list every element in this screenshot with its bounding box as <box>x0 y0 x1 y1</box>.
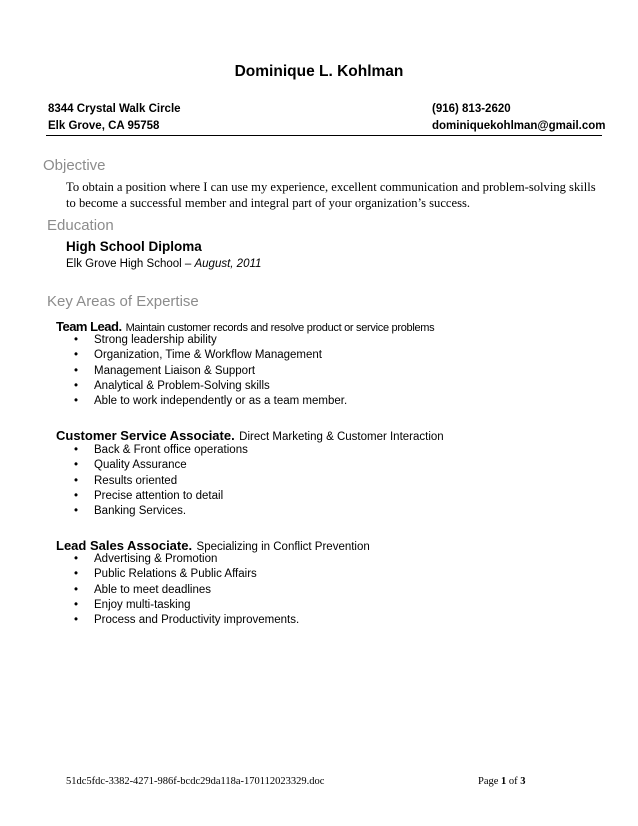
list-item-text: Banking Services. <box>94 505 187 518</box>
list-item <box>74 613 299 628</box>
list-item <box>74 379 347 394</box>
list-item <box>74 567 299 582</box>
list-item-text: Able to meet deadlines <box>94 583 211 596</box>
list-item-text: Analytical & Problem-Solving skills <box>94 379 270 392</box>
list-item <box>74 504 248 519</box>
role-description: Direct Marketing & Customer Interaction <box>239 431 444 443</box>
bullet-icon: • <box>74 379 79 392</box>
bullet-icon: • <box>74 489 79 502</box>
list-item <box>74 443 248 458</box>
list-item <box>74 394 347 409</box>
graduation-date: August, 2011 <box>194 258 262 270</box>
role-description: Specializing in Conflict Prevention <box>196 541 370 553</box>
email-address: dominiquekohlman@gmail.com <box>432 120 606 132</box>
role-skill-list <box>74 443 248 519</box>
bullet-icon: • <box>74 553 79 565</box>
list-item-text: Strong leadership ability <box>94 334 217 346</box>
footer-filename: 51dc5fdc-3382-4271-986f-bcdc29da118a-170112023329.doc <box>66 776 325 787</box>
list-item-text: Public Relations & Public Affairs <box>94 568 257 581</box>
role-skill-list <box>74 333 347 409</box>
bullet-icon: • <box>74 614 79 627</box>
bullet-icon: • <box>74 364 79 377</box>
resume-name: Dominique L. Kohlman <box>234 63 404 80</box>
role-skill-list <box>74 552 299 628</box>
page-total: 3 <box>520 776 526 787</box>
list-item-text: Quality Assurance <box>94 459 187 472</box>
list-item-text: Precise attention to detail <box>94 489 224 502</box>
page-of: of <box>506 776 521 787</box>
education-heading: Education <box>47 217 114 234</box>
footer-page-number <box>478 776 526 787</box>
list-item <box>74 489 248 504</box>
list-item <box>74 364 347 379</box>
list-item-text: Results oriented <box>94 474 178 487</box>
bullet-icon: • <box>74 395 79 408</box>
role-description: Maintain customer records and resolve product or service problems <box>125 322 435 334</box>
list-item <box>74 333 347 348</box>
list-item <box>74 458 248 473</box>
bullet-icon: • <box>74 349 79 362</box>
list-item-text: Back & Front office operations <box>94 444 248 456</box>
address-line-2: Elk Grove, CA 95758 <box>48 120 160 132</box>
list-item-text: Enjoy multi-tasking <box>94 598 191 611</box>
list-item <box>74 583 299 598</box>
bullet-icon: • <box>74 444 79 456</box>
contact-block <box>48 101 606 135</box>
page-current: 1 <box>501 776 507 787</box>
bullet-icon: • <box>74 459 79 472</box>
bullet-icon: • <box>74 598 79 611</box>
objective-heading: Objective <box>43 157 106 174</box>
bullet-icon: • <box>74 505 79 518</box>
expertise-heading: Key Areas of Expertise <box>47 293 199 310</box>
objective-text: To obtain a position where I can use my experience, excellent communication and problem-solving skills to become a successful member and integral part of your organization’s success. <box>66 180 596 210</box>
page-label: Page <box>478 776 502 787</box>
list-item-text: Process and Productivity improvements. <box>94 614 300 627</box>
degree-title: High School Diploma <box>66 239 202 254</box>
phone-number: (916) 813-2620 <box>432 103 511 115</box>
bullet-icon: • <box>74 334 79 346</box>
list-item <box>74 552 299 567</box>
role-title: Lead Sales Associate. <box>56 538 193 553</box>
list-item-text: Management Liaison & Support <box>94 364 256 377</box>
list-item <box>74 598 299 613</box>
bullet-icon: • <box>74 583 79 596</box>
role-title: Team Lead. <box>56 319 122 334</box>
school-line <box>66 258 261 270</box>
contact-row-1 <box>48 101 600 118</box>
list-item-text: Able to work independently or as a team member. <box>94 395 348 408</box>
list-item <box>74 348 347 363</box>
list-item-text: Advertising & Promotion <box>94 553 218 565</box>
contact-row-2 <box>48 118 606 135</box>
bullet-icon: • <box>74 568 79 581</box>
header-divider <box>46 135 602 136</box>
address-line-1: 8344 Crystal Walk Circle <box>48 103 181 115</box>
school-name: Elk Grove High School – <box>66 258 195 270</box>
list-item <box>74 474 248 489</box>
list-item-text: Organization, Time & Workflow Management <box>94 349 322 362</box>
bullet-icon: • <box>74 474 79 487</box>
role-title: Customer Service Associate. <box>56 428 235 443</box>
